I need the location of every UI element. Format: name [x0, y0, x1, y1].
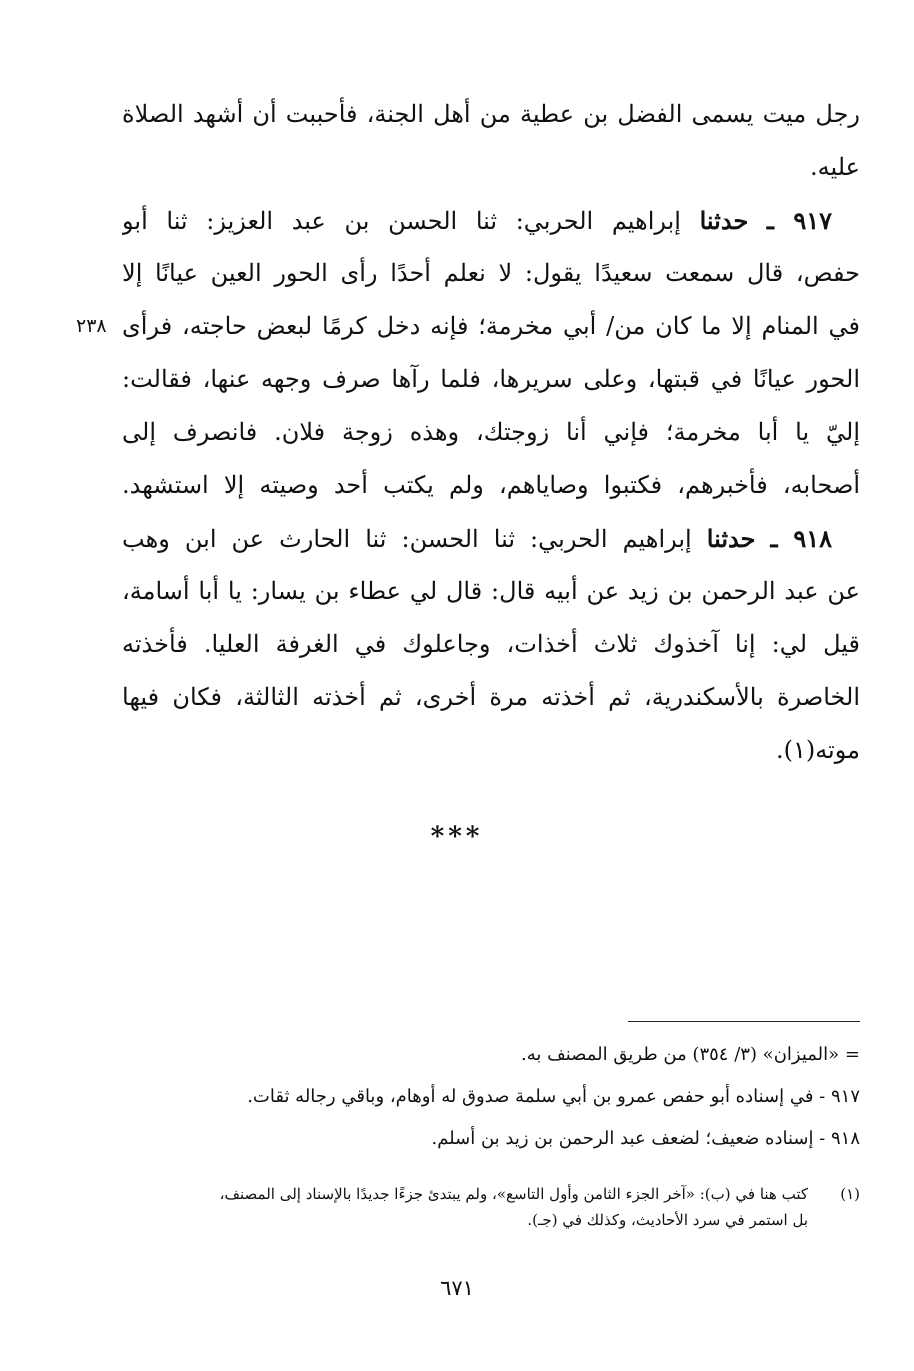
footnote-1-row [100, 1181, 860, 1233]
hadith-918-line2: عن عبد الرحمن بن زيد عن أبيه قال: قال لي عطاء بن يسار: يا أبا أسامة، [122, 577, 860, 605]
hadith-917-line1 [122, 194, 860, 247]
hadith-917-line4: الحور عيانًا في قبتها، وعلى سريرها، فلما رآها صرف وجهه عنها، فقالت: [122, 365, 860, 393]
footnotes [122, 1034, 860, 1160]
footnote-918: ٩١٨ - إسناده ضعيف؛ لضعف عبد الرحمن بن زيد بن أسلم. [431, 1128, 860, 1149]
footnote-continuation: = «الميزان» (٣/ ٣٥٤) من طريق المصنف به. [520, 1044, 860, 1065]
main-text [122, 88, 860, 777]
hadith-918-line1-text: إبراهيم الحربي: ثنا الحسن: ثنا الحارث عن ابن وهب [122, 525, 692, 553]
page-number: ٦٧١ [440, 1276, 474, 1300]
footnote-rule [628, 1021, 860, 1022]
hadith-number-918: ٩١٨ ـ [770, 524, 832, 553]
para1-line1: رجل ميت يسمى الفضل بن عطية من أهل الجنة، فأحببت أن أشهد الصلاة [122, 100, 860, 128]
footnote-917: ٩١٧ - في إسناده أبو حفص عمرو بن أبي سلمة صدوق له أوهام، وباقي رجاله ثقات. [247, 1086, 860, 1107]
hadith-917-line6: أصحابه، فأخبرهم، فكتبوا وصاياهم، ولم يكتب أحد وصيته إلا استشهد. [122, 471, 860, 499]
hadith-number-917: ٩١٧ ـ [766, 206, 832, 235]
hadith-917-line3: في المنام إلا ما كان من/ أبي مخرمة؛ فإنه دخل كرمًا لبعض حاجته، فرأى [122, 312, 860, 340]
para1-line2: عليه. [809, 153, 860, 181]
hadith-918-line3: قيل لي: إنا آخذوك ثلاث أخذات، وجاعلوك في الغرفة العليا. فأخذته [122, 630, 860, 658]
margin-page-reference: ٢٣٨ [76, 315, 107, 337]
hadith-917-line2: حفص، قال سمعت سعيدًا يقول: لا نعلم أحدًا رأى الحور العين عيانًا إلا [122, 259, 860, 287]
hadith-opener-918: حدثنا [706, 524, 756, 553]
footnote-1-mark: (١) [840, 1185, 860, 1203]
hadith-917-line1-text: إبراهيم الحربي: ثنا الحسن بن عبد العزيز: ثنا أبو [122, 207, 681, 235]
hadith-918-line4: الخاصرة بالأسكندرية، ثم أخذته مرة أخرى، ثم أخذته الثالثة، فكان فيها [122, 683, 860, 711]
hadith-918-line5: موته(١). [775, 736, 860, 764]
footnote-1-line1: كتب هنا في (ب): «آخر الجزء الثامن وأول التاسع»، ولم يبتدئ جزءًا جديدًا بالإسناد إلى المصنف، [219, 1185, 808, 1203]
hadith-918-line1 [122, 512, 860, 565]
section-separator: *** [430, 822, 484, 852]
hadith-917-line5: إليّ يا أبا مخرمة؛ فإني أنا زوجتك، وهذه زوجة فلان. فانصرف إلى [122, 418, 860, 446]
footnote-1-line2: بل استمر في سرد الأحاديث، وكذلك في (جـ). [527, 1211, 808, 1229]
footnote-1-text [100, 1181, 808, 1233]
hadith-opener-917: حدثنا [699, 206, 749, 235]
footnote-1 [100, 1181, 860, 1233]
